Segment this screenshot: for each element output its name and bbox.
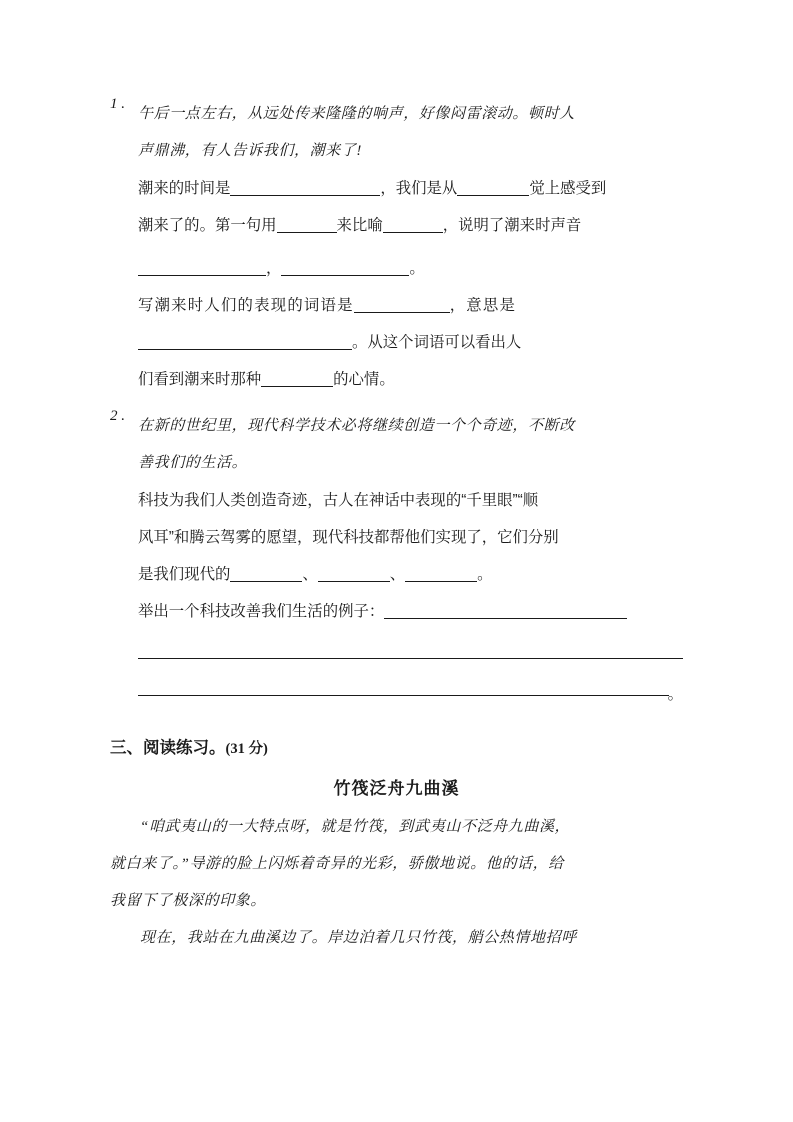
- exercise-2-source-line-2: 善我们的生活。: [138, 455, 248, 471]
- spacer: [110, 704, 683, 718]
- q1-text-c: 觉上感受到: [529, 180, 607, 197]
- blank-example-start[interactable]: [384, 603, 627, 619]
- exercise-1-question-line-5: [138, 324, 683, 361]
- passage-p2-line-1: 现在，我站在九曲溪边了。岸边泊着几只竹筏，艄公热情地招呼: [140, 930, 577, 946]
- answer-rule-row-2[interactable]: [138, 667, 683, 704]
- q6-text-a: 们看到潮来时那种: [138, 371, 262, 388]
- exercise-1-source-line-1: 午后一点左右，从远处传来隆隆的响声，好像闷雷滚动。顿时人: [138, 106, 575, 122]
- spacer: [110, 398, 683, 408]
- blank-metaphor-tenor[interactable]: [383, 217, 443, 233]
- q-modern-text: 是我们现代的: [138, 566, 231, 583]
- blank-word-meaning[interactable]: [138, 334, 352, 350]
- section-score: (31 分): [225, 741, 268, 757]
- q2-text-a: 潮来了的。第一句用: [138, 217, 277, 234]
- blank-sense[interactable]: [457, 180, 529, 196]
- exercise-item-2: [110, 408, 683, 704]
- exercise-2-source-line-1: 在新的世纪里，现代科学技术必将继续创造一个个奇迹，不断改: [138, 418, 575, 434]
- blank-sound-desc-2[interactable]: [281, 260, 409, 276]
- exercise-1-question-line-1: [138, 170, 683, 207]
- q3-period: 。: [409, 260, 425, 277]
- q4-text-a: 写潮来时人们的表现的词语是: [138, 297, 354, 314]
- q6-text-b: 的心情。: [333, 371, 395, 388]
- answer-end-period: 。: [667, 686, 683, 703]
- exercise-2-question-line-2: 风耳”和腾云驾雾的愿望，现代科技都帮他们实现了，它们分别: [138, 529, 559, 546]
- section-heading-text: 三、阅读练习。: [110, 739, 226, 757]
- answer-rule-row-1[interactable]: [138, 630, 683, 667]
- answer-rule-2[interactable]: [138, 695, 669, 696]
- blank-sound-desc-1[interactable]: [138, 260, 266, 276]
- blank-word-expression[interactable]: [354, 297, 450, 313]
- q3-comma: ，: [266, 260, 282, 277]
- q2-text-c: ，说明了潮来时声音: [442, 217, 582, 234]
- exercise-1-question-line-6: [138, 361, 683, 398]
- blank-modern-tech-2[interactable]: [318, 566, 390, 582]
- exercise-1-question-line-2: [138, 207, 683, 244]
- section-heading: [110, 728, 683, 769]
- passage-p1-line-2: 就白来了。”导游的脸上闪烁着奇异的光彩，骄傲地说。他的话，给: [110, 856, 564, 872]
- blank-modern-tech-1[interactable]: [230, 566, 302, 582]
- exercise-1-question-line-4: [138, 287, 683, 324]
- q-example-text: 举出一个科技改善我们生活的例子：: [138, 603, 385, 620]
- q1-text-b: ，我们是从: [380, 180, 458, 197]
- exercise-1-question-line-3: [138, 250, 683, 287]
- passage-body: [110, 809, 683, 957]
- passage-title: 竹筏泛舟九曲溪: [333, 779, 460, 798]
- exercise-item-1: [110, 96, 683, 398]
- exercise-2-question-line-4: [138, 593, 683, 630]
- q4-text-b: ，意思是: [449, 297, 517, 314]
- exercise-1-source-line-2: 声鼎沸，有人告诉我们，潮来了!: [138, 143, 362, 159]
- q-period: 。: [477, 566, 493, 583]
- exercise-2-question-line-3: [138, 556, 683, 593]
- q2-text-b: 来比喻: [336, 217, 383, 234]
- blank-time[interactable]: [230, 180, 380, 196]
- exercise-1-number: 1 .: [110, 96, 125, 112]
- answer-rule-1[interactable]: [138, 658, 683, 659]
- blank-metaphor-vehicle[interactable]: [277, 217, 337, 233]
- exercise-2-question-line-1: 科技为我们人类创造奇迹，古人在神话中表现的“千里眼”“顺: [138, 492, 539, 509]
- blank-modern-tech-3[interactable]: [405, 566, 477, 582]
- q5-text: 。从这个词语可以看出人: [352, 334, 522, 351]
- q-sep-1: 、: [302, 566, 318, 583]
- passage-p1-line-1: “咱武夷山的一大特点呀，就是竹筏，到武夷山不泛舟九曲溪，: [140, 819, 571, 835]
- passage-p1-line-3: 我留下了极深的印象。: [110, 893, 267, 909]
- q1-text-a: 潮来的时间是: [138, 180, 231, 197]
- q-sep-2: 、: [389, 566, 406, 583]
- blank-mood[interactable]: [261, 371, 333, 387]
- exercise-2-number: 2 .: [110, 408, 125, 424]
